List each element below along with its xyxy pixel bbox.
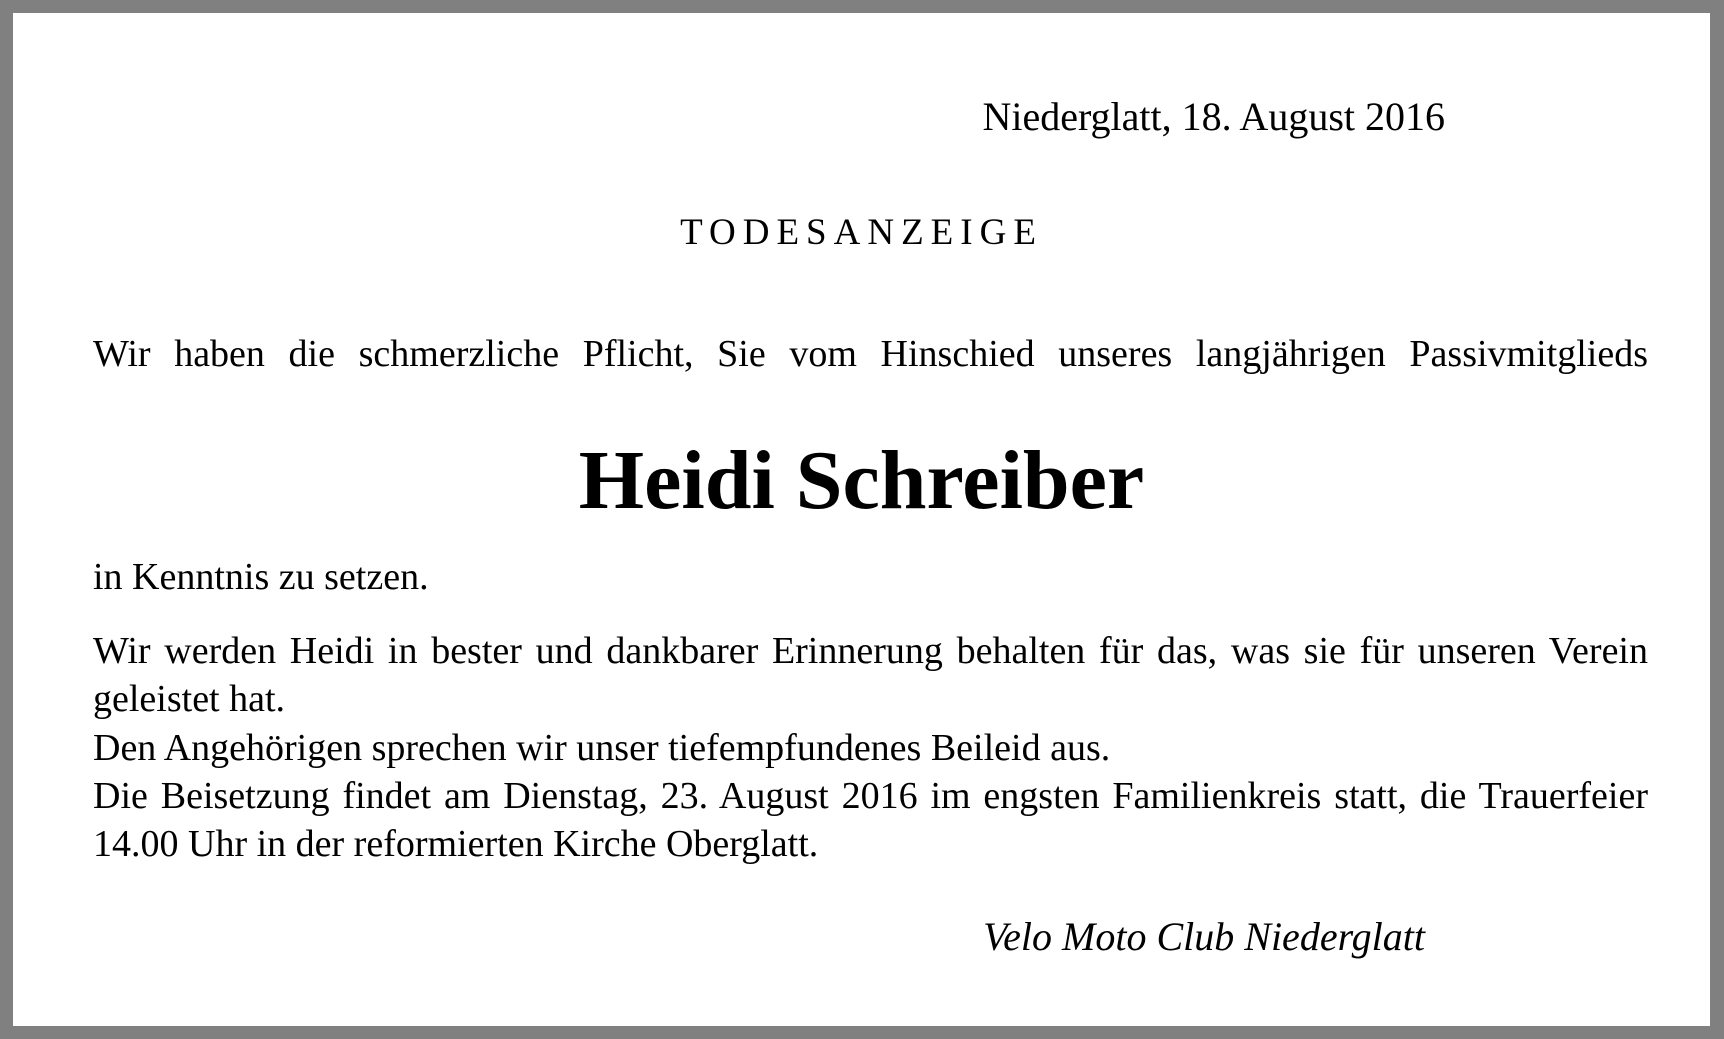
intro-text: Wir haben die schmerzliche Pflicht, Sie vom Hinschied unseres langjährigen Passivmitglieds [93,333,1648,375]
kenntnis-text: in Kenntnis zu setzen. [93,556,429,598]
remembrance-paragraph: Wir werden Heidi in bester und dankbarer Erinnerung behalten für das, was sie für unseren Verein geleistet hat. [93,630,1648,720]
notice-heading: TODESANZEIGE [680,212,1043,253]
condolence-paragraph: Den Angehörigen sprechen wir unser tiefempfundenes Beileid aus. [93,727,1111,769]
club-signature: Velo Moto Club Niederglatt [983,914,1425,959]
funeral-paragraph: Die Beisetzung findet am Dienstag, 23. August 2016 im engsten Familienkreis statt, die Trauerfeier 14.00 Uhr in der reformierten Kirche Oberglatt. [93,775,1648,865]
place-date: Niederglatt, 18. August 2016 [982,94,1445,139]
deceased-name: Heidi Schreiber [578,434,1145,527]
obituary-page [13,13,1710,1026]
